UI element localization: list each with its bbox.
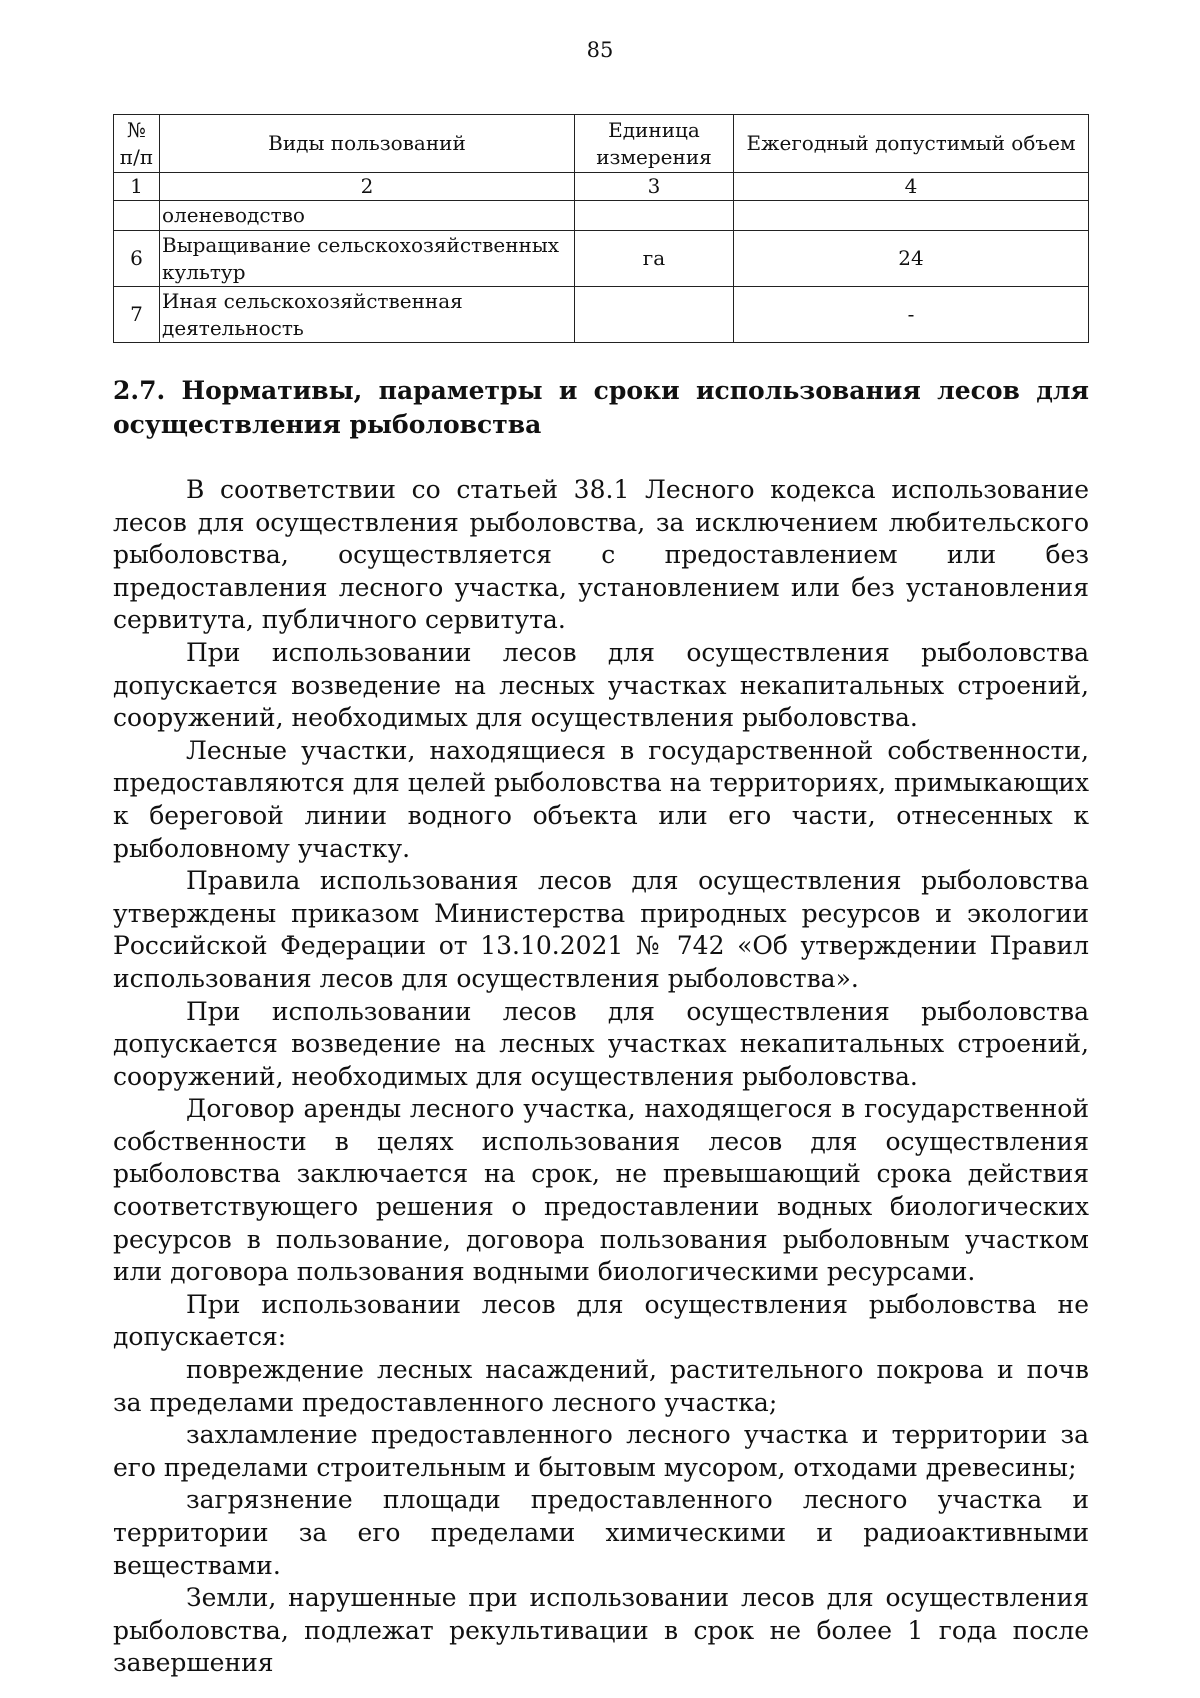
paragraph: Лесные участки, находящиеся в государственной собственности, предоставляются для целей рыболовства на территориях, примыкающих к береговой линии водного объекта или его части, отнесенных к рыболовному участку.: [113, 735, 1089, 863]
paragraph: При использовании лесов для осуществления рыболовства не допускается:: [113, 1289, 1089, 1352]
list-item: повреждение лесных насаждений, растительного покрова и почв за пределами предоставленного лесного участка;: [113, 1355, 1089, 1417]
row-usage-type: Иная сельскохозяйственная деятельность: [160, 287, 575, 343]
table-row: [114, 201, 1089, 231]
usage-table: [113, 114, 1089, 343]
header-number: № п/п: [114, 115, 160, 173]
page-number: 85: [586, 38, 614, 62]
row-volume: -: [734, 287, 1089, 343]
row-unit: [575, 201, 734, 231]
paragraph: В соответствии со статьей 38.1 Лесного кодекса использование лесов для осуществления рыболовства, за исключением любительского рыболовства, осуществляется с предоставлением или без предоставления лесного участка, установлением или без установления сервитута, публичного сервитута.: [113, 475, 1089, 635]
section-body: [113, 474, 1089, 1680]
list-item: захламление предоставленного лесного участка и территории за его пределами строительным и бытовым мусором, отходами древесины;: [113, 1420, 1089, 1482]
row-volume: 24: [734, 231, 1089, 287]
row-number: 7: [114, 287, 160, 343]
column-number-row: [114, 173, 1089, 201]
row-unit: [575, 287, 734, 343]
column-number: 4: [734, 173, 1089, 201]
paragraph: Договор аренды лесного участка, находящегося в государственной собственности в целях использования лесов для осуществления рыболовства заключается на срок, не превышающий срока действия соответствующего решения о предоставлении водных биологических ресурсов в пользование, договора пользования рыболовным участком или договора пользования водными биологическими ресурсами.: [113, 1094, 1089, 1287]
header-annual-volume: Ежегодный допустимый объем: [734, 115, 1089, 173]
row-unit: га: [575, 231, 734, 287]
row-volume: [734, 201, 1089, 231]
header-unit: Единица измерения: [575, 115, 734, 173]
paragraph: При использовании лесов для осуществления рыболовства допускается возведение на лесных участках некапитальных строений, сооружений, необходимых для осуществления рыболовства.: [113, 996, 1089, 1091]
paragraph: При использовании лесов для осуществления рыболовства допускается возведение на лесных участках некапитальных строений, сооружений, необходимых для осуществления рыболовства.: [113, 637, 1089, 733]
column-number: 1: [114, 173, 160, 201]
paragraph: Правила использования лесов для осуществления рыболовства утверждены приказом Министерства природных ресурсов и экологии Российской Федерации от 13.10.2021 № 742 «Об утверждении Правил использования лесов для осуществления рыболовства».: [113, 866, 1089, 993]
row-usage-type: оленеводство: [160, 201, 575, 231]
row-number: [114, 201, 160, 231]
table-row: [114, 231, 1089, 287]
header-usage-type: Виды пользований: [160, 115, 575, 173]
column-number: 2: [160, 173, 575, 201]
row-number: 6: [114, 231, 160, 287]
paragraph: Земли, нарушенные при использовании лесов для осуществления рыболовства, подлежат рекультивации в срок не более 1 года после завершения: [113, 1583, 1089, 1678]
column-number: 3: [575, 173, 734, 201]
table-header-row: [114, 115, 1089, 173]
list-item: загрязнение площади предоставленного лесного участка и территории за его пределами химическими и радиоактивными веществами.: [113, 1485, 1089, 1580]
section-heading: 2.7. Нормативы, параметры и сроки использования лесов для осуществления рыболовства: [113, 376, 1089, 439]
row-usage-type: Выращивание сельскохозяйственных культур: [160, 231, 575, 287]
table-row: [114, 287, 1089, 343]
